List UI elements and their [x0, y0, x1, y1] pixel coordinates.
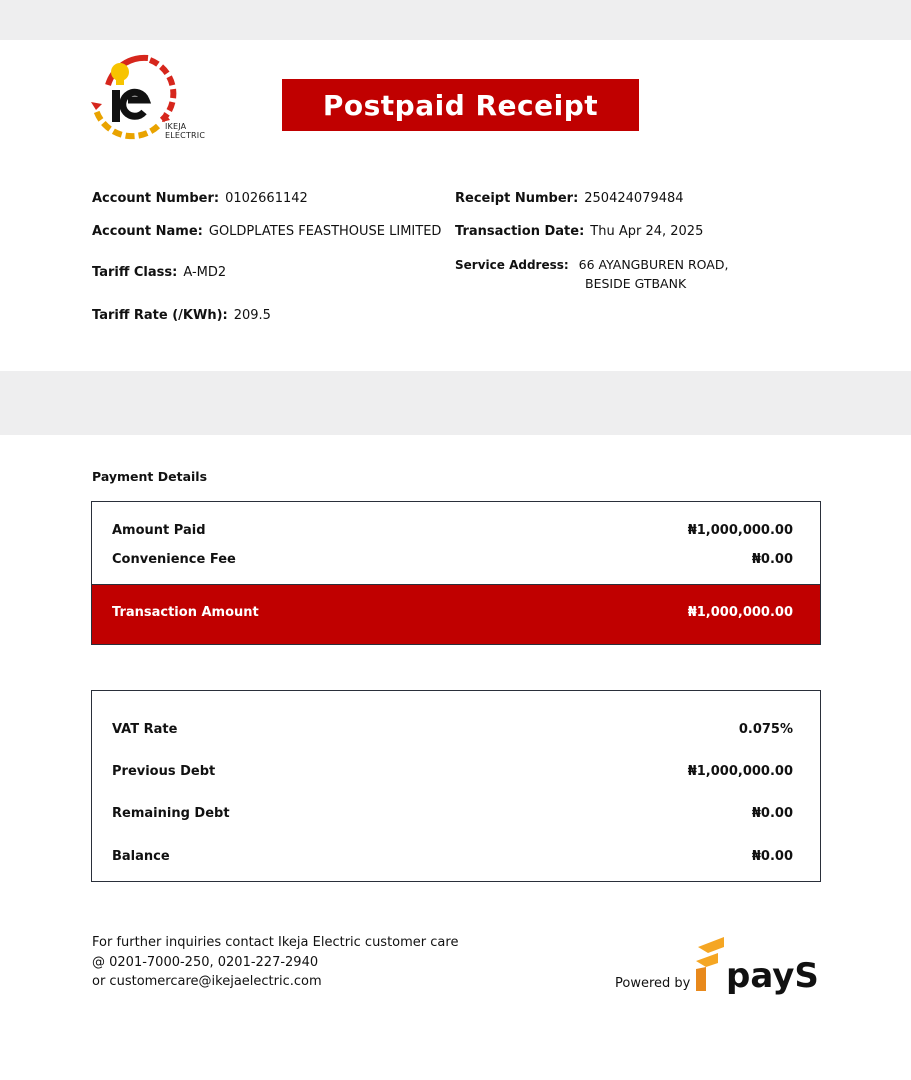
- pays-brand-text: payS: [726, 956, 819, 995]
- footer-line2: @ 0201-7000-250, 0201-227-2940: [92, 954, 319, 970]
- service-address-line1: 66 AYANGBUREN ROAD,: [578, 257, 729, 272]
- balance-row: [112, 849, 793, 864]
- vat-rate-row: [112, 722, 793, 737]
- service-address-field: [455, 255, 729, 291]
- transaction-date-value: Thu Apr 24, 2025: [590, 224, 704, 239]
- service-address-line2: BESIDE GTBANK: [585, 276, 687, 291]
- balance-label: Balance: [112, 849, 170, 864]
- convenience-fee-row: [112, 552, 793, 567]
- tariff-class-field: [92, 263, 226, 283]
- remaining-debt-label: Remaining Debt: [112, 806, 230, 821]
- transaction-date-label: Transaction Date:: [455, 224, 585, 239]
- service-address-label: Service Address:: [455, 258, 569, 272]
- transaction-date-field: [455, 222, 703, 242]
- pays-logo: [694, 933, 819, 995]
- debt-details-box: [91, 690, 821, 882]
- powered-by-label: Powered by: [615, 976, 691, 991]
- convenience-fee-value: ₦0.00: [751, 552, 793, 567]
- tariff-rate-value: 209.5: [233, 308, 271, 323]
- transaction-amount-row: [112, 605, 793, 620]
- balance-value: ₦0.00: [751, 849, 793, 864]
- account-name-field: [92, 222, 441, 242]
- footer-line1: For further inquiries contact Ikeja Electric customer care: [92, 935, 459, 950]
- logo-caption: [165, 122, 205, 140]
- tariff-class-label: Tariff Class:: [92, 265, 178, 280]
- footer-line3: or customercare@ikejaelectric.com: [92, 974, 322, 989]
- receipt-title: Postpaid Receipt: [282, 79, 639, 131]
- tariff-class-value: A-MD2: [183, 265, 227, 280]
- previous-debt-row: [112, 764, 793, 779]
- receipt-number-value: 250424079484: [584, 191, 684, 206]
- previous-debt-label: Previous Debt: [112, 764, 216, 779]
- logo-caption-line1: IKEJA: [165, 122, 187, 131]
- convenience-fee-label: Convenience Fee: [112, 552, 236, 567]
- transaction-amount-value: ₦1,000,000.00: [687, 605, 793, 620]
- remaining-debt-row: [112, 806, 793, 821]
- footer-contact: [92, 933, 458, 992]
- vat-rate-label: VAT Rate: [112, 722, 178, 737]
- account-number-value: 0102661142: [225, 191, 308, 206]
- logo-caption-line2: ELECTRIC: [165, 131, 206, 140]
- receipt-number-label: Receipt Number:: [455, 191, 579, 206]
- transaction-amount-band: [92, 584, 820, 644]
- account-number-label: Account Number:: [92, 191, 220, 206]
- remaining-debt-value: ₦0.00: [751, 806, 793, 821]
- account-name-label: Account Name:: [92, 224, 203, 239]
- amount-paid-value: ₦1,000,000.00: [687, 523, 793, 538]
- payment-details-title: Payment Details: [92, 469, 208, 484]
- payment-details-box: [91, 501, 821, 645]
- divider-band: [0, 371, 911, 435]
- receipt-number-field: [455, 189, 684, 209]
- amount-paid-row: [112, 523, 793, 538]
- account-number-field: [92, 189, 308, 209]
- vat-rate-value: 0.075%: [738, 722, 793, 737]
- top-band: [0, 0, 911, 40]
- previous-debt-value: ₦1,000,000.00: [687, 764, 793, 779]
- account-name-value: GOLDPLATES FEASTHOUSE LIMITED: [208, 224, 442, 239]
- transaction-amount-label: Transaction Amount: [112, 605, 259, 620]
- tariff-rate-label: Tariff Rate (/KWh):: [92, 308, 228, 323]
- tariff-rate-field: [92, 306, 271, 326]
- amount-paid-label: Amount Paid: [112, 523, 206, 538]
